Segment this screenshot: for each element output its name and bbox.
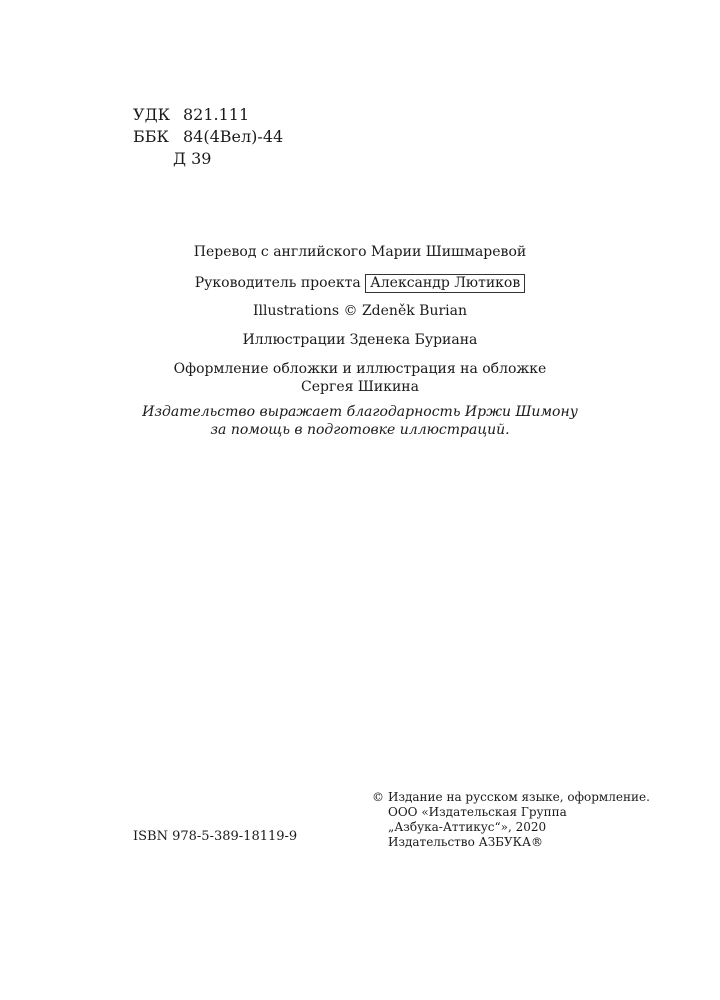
project-lead-name: Александр Лютиков	[365, 274, 525, 293]
copyright-block	[372, 790, 650, 850]
thanks-line-2: за помощь в подготовке иллюстраций.	[210, 422, 510, 438]
author-sign-row	[133, 148, 283, 170]
project-lead-credit	[0, 274, 720, 293]
illustrations-credit	[0, 331, 720, 349]
copyright-line-1: Издание на русском языке, оформление.	[388, 790, 650, 804]
illustrations-copyright	[0, 302, 720, 320]
bbk-label: ББК	[133, 127, 169, 146]
copyright-line-3: „Азбука-Аттикус“», 2020	[388, 820, 547, 834]
project-lead-label: Руководитель проекта	[194, 275, 361, 291]
udk-row	[133, 104, 283, 126]
bbk-value: 84(4Вел)-44	[183, 127, 284, 146]
cover-line-1: Оформление обложки и иллюстрация на обложке	[173, 361, 547, 377]
thanks-line-1: Издательство выражает благодарность Иржи Шимону	[142, 404, 578, 420]
translation-line: Перевод с английского Марии Шишмаревой	[193, 244, 527, 260]
acknowledgement	[0, 403, 720, 439]
classification-codes	[133, 104, 283, 170]
author-sign: Д 39	[173, 149, 212, 168]
isbn: ISBN 978-5-389-18119-9	[133, 829, 298, 844]
translation-credit	[0, 243, 720, 261]
bbk-row	[133, 126, 283, 148]
copyright-line-4: Издательство АЗБУКА®	[388, 835, 544, 849]
copyright-symbol: ©	[372, 790, 384, 804]
udk-label: УДК	[133, 105, 170, 124]
cover-line-2: Сергея Шикина	[301, 379, 419, 395]
copyright-line-2: ООО «Издательская Группа	[388, 805, 567, 819]
cover-credit	[0, 360, 720, 396]
illustrations-ru-line: Иллюстрации Зденека Буриана	[242, 332, 478, 348]
illustrations-copyright-line: Illustrations © Zdeněk Burian	[252, 303, 468, 319]
udk-value: 821.111	[183, 105, 250, 124]
